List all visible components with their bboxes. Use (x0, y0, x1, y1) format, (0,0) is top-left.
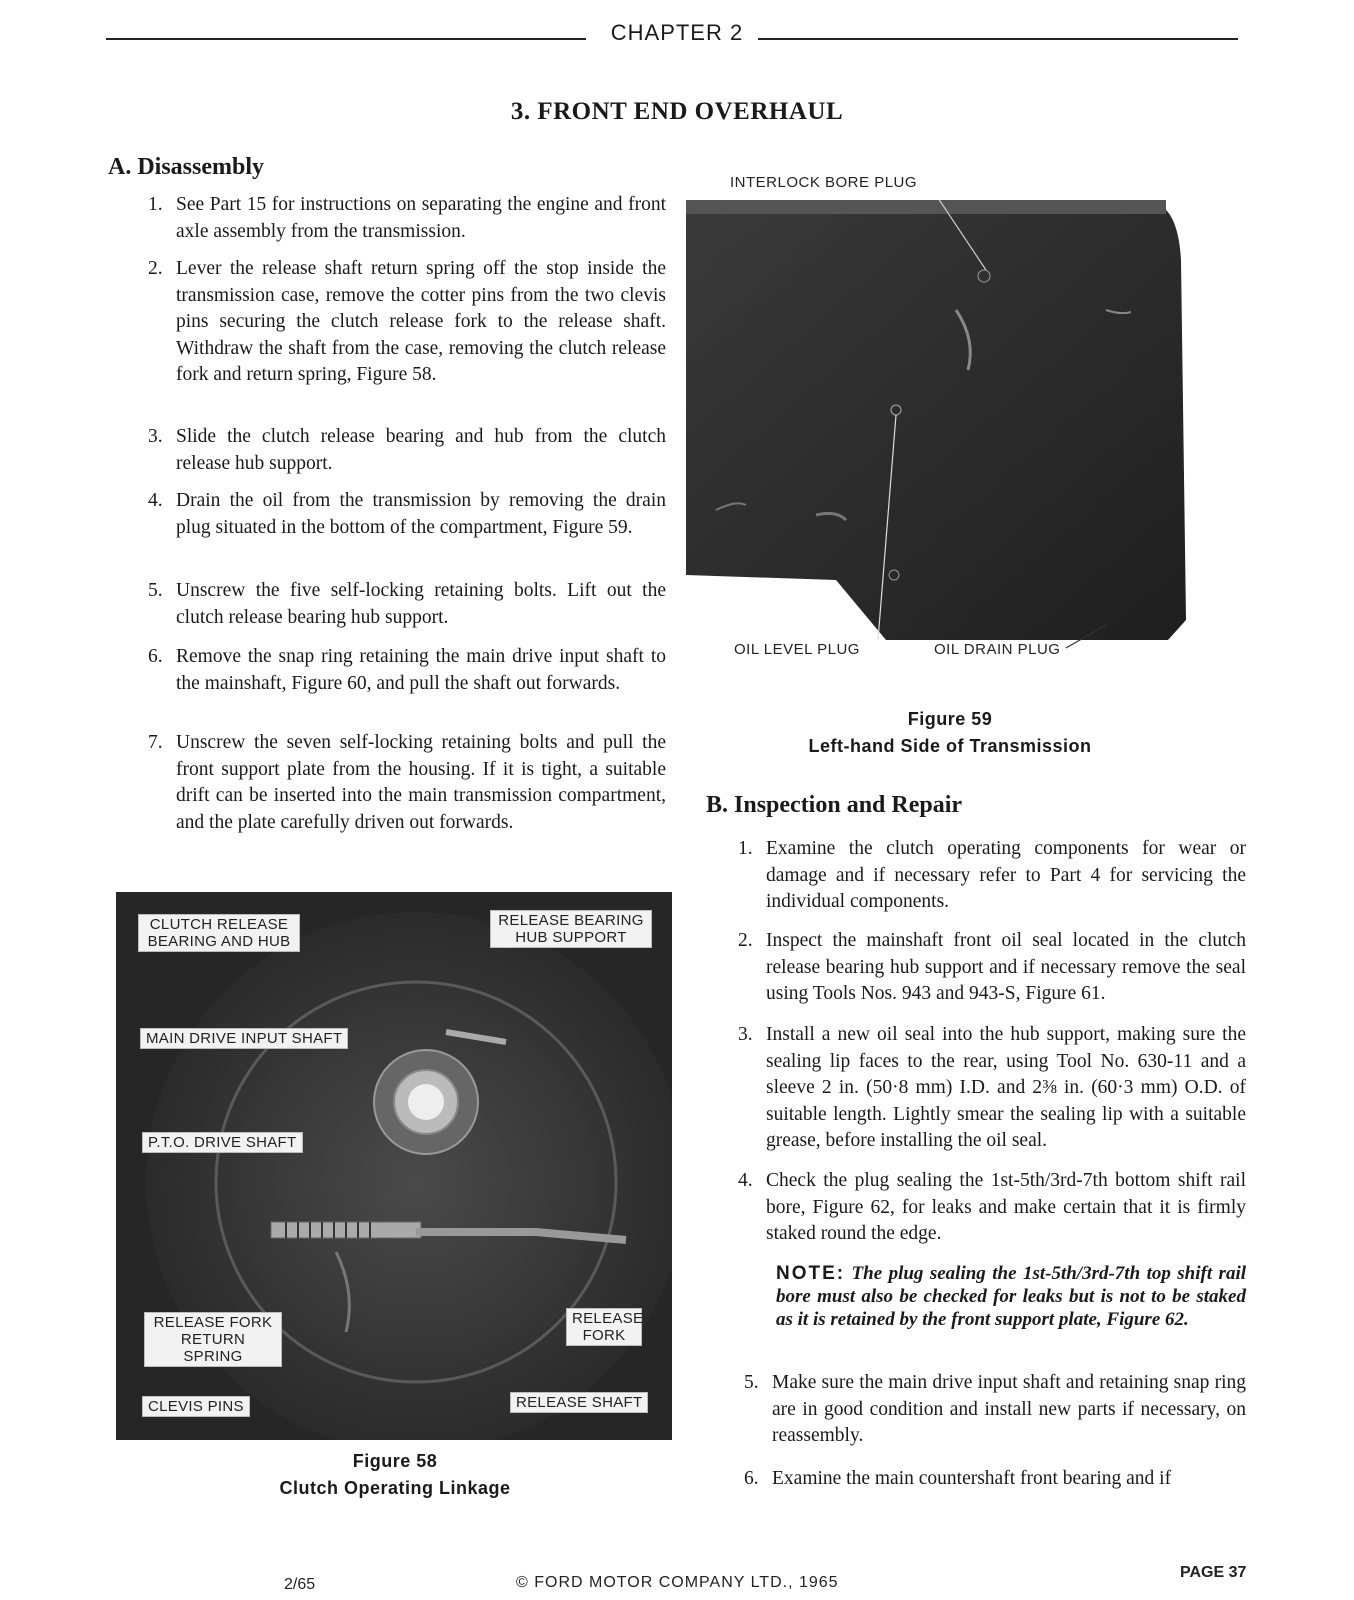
figure-58-caption (230, 1448, 560, 1502)
oil-drain-plug-label: OIL DRAIN PLUG (934, 641, 1061, 658)
footer-copyright: © FORD MOTOR COMPANY LTD., 1965 (516, 1574, 839, 1591)
disassembly-step: 2. Lever the release shaft return spring off the stop inside the transmission case, remove the cotter pins from the two clevis pins securing the clutch release fork to the release shaft. Withdraw the shaft from the case, removing the clutch release fork and return spring, Figure 58. (148, 258, 666, 385)
footer-date: 2/65 (284, 1576, 316, 1593)
section-title: 3. FRONT END OVERHAUL (510, 98, 844, 125)
inspection-step: 5. Make sure the main drive input shaft and retaining snap ring are in good condition and install new parts if necessary, on reassembly. (744, 1372, 1246, 1446)
note-block (776, 1262, 1246, 1331)
interlock-bore-plug-label: INTERLOCK BORE PLUG (730, 174, 918, 191)
disassembly-step: 7. Unscrew the seven self-locking retaining bolts and pull the front support plate from the housing. If it is tight, a suitable drift can be inserted into the main transmission compartment, and the plate carefully driven out forwards. (148, 732, 666, 833)
disassembly-heading: A. Disassembly (108, 154, 265, 180)
clutch-linkage-photo (116, 892, 672, 1440)
clevis-pins-label: CLEVIS PINS (142, 1396, 250, 1417)
clutch-release-bearing-label: CLUTCH RELEASE BEARING AND HUB (138, 914, 300, 952)
release-fork-label: RELEASE FORK (566, 1308, 642, 1346)
pto-drive-shaft-label: P.T.O. DRIVE SHAFT (142, 1132, 303, 1153)
chapter-heading: CHAPTER 2 (0, 20, 1354, 46)
note-text: The plug sealing the 1st-5th/3rd-7th top shift rail bore must also be checked for leaks but is not to be staked as it is retained by the front support plate, Figure 62. (776, 1263, 1247, 1330)
disassembly-step: 6. Remove the snap ring retaining the main drive input shaft to the mainshaft, Figure 60, and pull the shaft out forwards. (148, 646, 666, 694)
disassembly-step: 5. Unscrew the five self-locking retaining bolts. Lift out the clutch release bearing hub support. (148, 580, 666, 628)
inspection-heading: B. Inspection and Repair (706, 792, 963, 818)
inspection-step: 1. Examine the clutch operating components for wear or damage and if necessary refer to Part 4 for servicing the individual components. (738, 838, 1246, 912)
figure-59-caption (780, 706, 1120, 760)
main-drive-input-shaft-label: MAIN DRIVE INPUT SHAFT (140, 1028, 348, 1049)
hub-support-label: RELEASE BEARING HUB SUPPORT (490, 910, 652, 948)
figure-58-number: Figure 58 (352, 1451, 438, 1471)
figure-59-number: Figure 59 (907, 709, 993, 729)
return-spring-label: RELEASE FORK RETURN SPRING (144, 1312, 282, 1367)
figure-58-title: Clutch Operating Linkage (279, 1478, 511, 1498)
figure-59-title: Left-hand Side of Transmission (808, 736, 1092, 756)
disassembly-step: 3. Slide the clutch release bearing and hub from the clutch release hub support. (148, 426, 666, 474)
inspection-step: 6. Examine the main countershaft front bearing and if (744, 1468, 1172, 1489)
inspection-step: 3. Install a new oil seal into the hub support, making sure the sealing lip faces to the rear, using Tool No. 630-11 and a sleeve 2 in. (50·8 mm) I.D. and 2⅜ in. (60·3 mm) O.D. of suitable length. Lightly smear the sealing lip with a suitable grease, before installing the oil seal. (738, 1024, 1246, 1151)
footer-page-number: PAGE 37 (1180, 1564, 1247, 1581)
release-shaft-label: RELEASE SHAFT (510, 1392, 648, 1413)
inspection-step: 2. Inspect the mainshaft front oil seal located in the clutch release bearing hub support and if necessary remove the seal using Tools Nos. 943 and 943-S, Figure 61. (738, 930, 1246, 1004)
inspection-step: 4. Check the plug sealing the 1st-5th/3rd-7th bottom shift rail bore, Figure 62, for leaks and make certain that it is firmly staked round the edge. (738, 1170, 1246, 1244)
disassembly-step: 4. Drain the oil from the transmission by removing the drain plug situated in the bottom of the compartment, Figure 59. (148, 490, 666, 538)
transmission-side-illustration (686, 200, 1206, 670)
disassembly-step: 1. See Part 15 for instructions on separating the engine and front axle assembly from the transmission. (148, 194, 666, 242)
note-label: NOTE: (776, 1263, 846, 1284)
oil-level-plug-label: OIL LEVEL PLUG (734, 641, 860, 658)
transmission-side-photo (686, 200, 1206, 670)
